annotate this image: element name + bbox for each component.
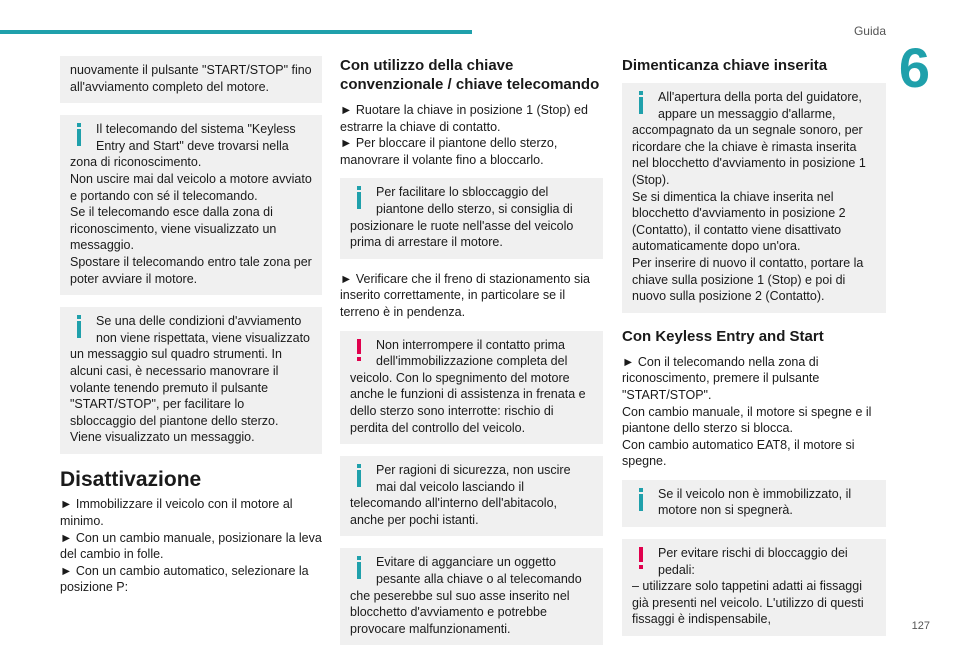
info-text: All'apertura della porta del guidatore, appare un messaggio d'allarme, accompagnato da un segnale sonoro, per ricordare che la chiave è rimasta inserita nel blocchetto d'avviamento in posizione 1 (Stop). Se si dimentica la chiave inserita nel blocchetto d'avviamento in posizione 2 (Contatto), il contatto viene disattivato automaticamente dopo un'ora. Per inserire di nuovo il contatto, portare la chiave sulla posizione 1 (Stop) e poi di nuovo sulla posizione 2 (Contatto). [632,90,866,304]
info-box [622,83,886,313]
info-box [340,548,603,645]
info-text: Se una delle condizioni d'avviamento non viene rispettata, viene visualizzato un messaggio sul quadro strumenti. In alcuni casi, è necessario manovrare il volante tenendo premuto il pulsante "START/STOP", per facilitare lo sbloccaggio del piantone dello sterzo. Viene visualizzato un messaggio. [70,314,311,445]
column-3 [622,56,886,648]
info-icon [632,91,650,115]
info-icon [350,556,368,580]
warning-icon [632,547,650,571]
subsection-heading: Con Keyless Entry and Start [622,327,824,345]
section-heading: Disattivazione [60,467,202,491]
info-box [340,178,603,258]
info-text: Se il veicolo non è immobilizzato, il motore non si spegnerà. [658,486,852,518]
info-text: Per facilitare lo sbloccaggio del piantone dello sterzo, si consiglia di posizionare le ruote nell'asse del veicolo prima di arrestare il motore. [350,185,574,250]
info-text: Evitare di agganciare un oggetto pesante alla chiave o al telecomando che peserebbe sul suo asse inserito nel blocchetto d'avviamento e potrebbe provocare malfunzionamenti. [350,555,582,636]
info-icon [350,464,368,488]
warning-box [340,331,603,445]
info-box [60,307,322,454]
continuation-box [60,56,322,103]
body-text: ► Con il telecomando nella zona di riconoscimento, premere il pulsante "START/STOP". Con cambio manuale, il motore si spegne e il piantone dello sterzo si blocca. Con cambio automatico EAT8, il motore si spegne. [622,354,872,469]
body-text: ► Verificare che il freno di stazionamento sia inserito correttamente, in particolare se il terreno è in pendenza. [340,271,590,319]
info-box [340,456,603,536]
info-icon [632,488,650,512]
header-accent-bar [0,30,472,34]
warning-text: Non interrompere il contatto prima dell'immobilizzazione completa del veicolo. Con lo spegnimento del motore anche le funzioni di assistenza in frenata e dello sterzo sono interrotte: rischio di perdita del controllo del veicolo. [350,337,586,435]
body-text: ► Ruotare la chiave in posizione 1 (Stop) ed estrarre la chiave di contatto. ► Per bloccare il piantone dello sterzo, manovrare il volante fino a bloccarlo. [340,103,588,167]
info-icon [70,123,88,147]
subsection-heading: Dimenticanza chiave inserita [622,57,828,74]
warning-text: Per evitare rischi di bloccaggio dei pedali: – utilizzare solo tappetini adatti ai fissaggi già presenti nel veicolo. L'utilizzo di questi fissaggi è indispensabile, [632,546,864,627]
page-number: 127 [911,620,930,632]
info-icon [70,315,88,339]
info-text: Il telecomando del sistema "Keyless Entry and Start" deve trovarsi nella zona di riconoscimento. Non uscire mai dal veicolo a motore avviato e portando con sé il telecomando. Se il telecomando esce dalla zona di riconoscimento, viene visualizzato un messaggio. Spostare il telecomando entro tale zona per poter avviare il motore. [70,122,312,286]
body-text: ► Immobilizzare il veicolo con il motore al minimo. ► Con un cambio manuale, posizionare la leva del cambio in folle. ► Con un cambio automatico, selezionare la posizione P: [60,497,322,595]
subsection-heading: Con utilizzo della chiave convenzionale / chiave telecomando [340,57,600,93]
info-box [60,115,322,295]
info-text: Per ragioni di sicurezza, non uscire mai dal veicolo lasciando il telecomando all'interno dell'abitacolo, anche per pochi istanti. [350,463,571,527]
continuation-text: nuovamente il pulsante "START/STOP" fino all'avviamento completo del motore. [70,63,312,94]
chapter-number: 6 [898,36,930,99]
info-box [622,480,886,527]
warning-box [622,539,886,636]
column-1 [60,56,322,596]
warning-icon [350,339,368,363]
section-title: Guida [853,24,886,38]
column-2 [340,56,603,657]
info-icon [350,186,368,210]
